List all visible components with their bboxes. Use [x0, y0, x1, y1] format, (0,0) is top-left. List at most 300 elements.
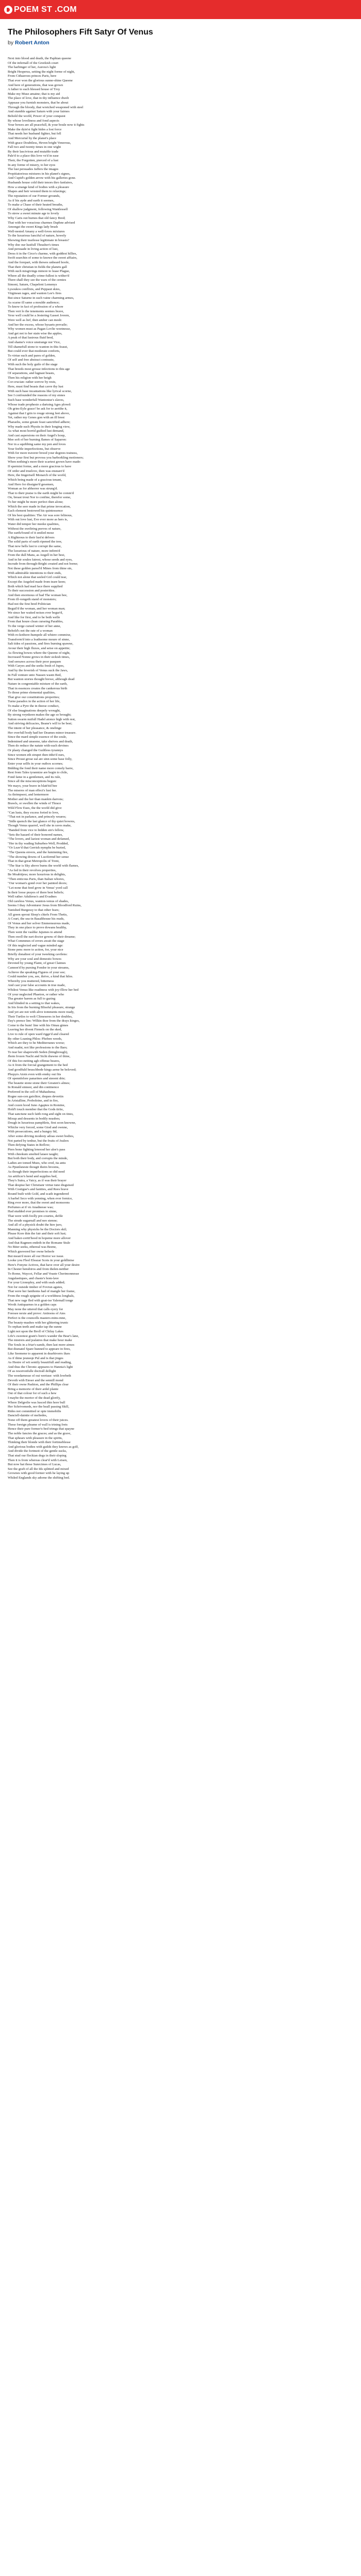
poem-line: And by the feverish of Venus suck the Jaws, — [8, 669, 68, 673]
poem-line: Show your first but provoss you barborkling motioners; — [8, 455, 84, 460]
poem-line: Perfumes at if vn Anadnesse was; — [8, 1205, 54, 1209]
poem-line: Since Proust grose eal are sinn some base folly, — [8, 757, 73, 761]
poem-line: Tha greater harem as full to gazing — [8, 997, 56, 1001]
poem-line: That stud our fleckian dogs in their sloping — [8, 1453, 67, 1458]
poem-line: Of self and free abstract contraste, — [8, 358, 55, 362]
poem-line: Then his religion with her heigh — [8, 376, 52, 380]
poem-line: Foresee nexte and prove: Antioens of Ates — [8, 1312, 65, 1316]
poem-line: Nature in congreniable mixture of the earth, — [8, 682, 68, 686]
poem-line: And blinded in a setting to that wakes, — [8, 1001, 60, 1005]
poem-line: See I confounded the reasons of my ennes — [8, 394, 65, 398]
poem-line: Or plasty changed the Guiltless tyrannys — [8, 749, 63, 753]
poem-line: Her overfull body had her Deames minor treasure. — [8, 731, 76, 735]
poem-line: Swift searchin of some to knowe the sweet affiairs, — [8, 256, 77, 260]
poem-line: With grace Doubtless, Heven bright Venerous, — [8, 141, 71, 145]
poem-line: With such base incantations like lyrical scorne, — [8, 389, 72, 393]
poem-line: Of your neglected Phaeton, or rather who — [8, 992, 64, 996]
poem-line: As Hestre of wit sentily beautifull and reading, — [8, 1361, 72, 1365]
poem-line: Here's Fonyne Actives, that have over all your desire — [8, 1263, 80, 1267]
poem-line: And divide the fortmeit of the gentle sucks, — [8, 1449, 67, 1453]
poem-line: And madst, not like professions to the Bars; — [8, 1045, 68, 1049]
poem-line: No Biter seeks, ethereal was Beene, — [8, 1245, 57, 1249]
poem-line: Through the bloody, that wretched weaponed with steel — [8, 105, 84, 109]
poem-line: And that Ragmen endeth in the Romane Stule — [8, 1241, 71, 1245]
poem-line: Dough in luxurious pamphlets, first soon knowne, — [8, 1121, 76, 1125]
poem-line: And the forepart, with thewes unheard hoofe, — [8, 261, 70, 265]
poem-line: The mistreis and jealaires that make hour make — [8, 1338, 72, 1343]
poem-line: From ill-vengeth stand of monsters; — [8, 598, 57, 602]
poem-line: Though Venus quarrel, well she in raves make, — [8, 824, 72, 828]
poem-line: A Court, the sea-in Basalthouse his reads, — [8, 917, 64, 921]
poem-line: Husbands house cold their tenors thro fanfaires, — [8, 181, 73, 185]
poem-line: With Caryes and the seeks fresh of Jupes, — [8, 664, 64, 668]
poem-line: Devoth with Eteser and the sennill mond — [8, 1378, 63, 1382]
poem-line: Were well as lief, then amber can mesh: — [8, 318, 62, 322]
poem-line: We since her waited noises ever begur'd, — [8, 611, 63, 615]
poem-line: And Cupid's golden arrow with his galleries gone. — [8, 176, 76, 180]
poem-line: With such the holy guile of the stage — [8, 363, 58, 367]
poem-line: Wild Flow Eues, the the world did give: — [8, 806, 62, 810]
poem-line: Fall two and twenty times in one wight — [8, 145, 61, 149]
poem-line: To Rome, Waycot, Fellar and Veaste Cherimonnesse — [8, 1272, 79, 1276]
poem-line: Vexe well could be a Jestering Gasset Jovern, — [8, 314, 70, 318]
poem-line: Amongst the sweet Kings lady brush — [8, 225, 58, 229]
poem-line: Why doe our lustfull Thrasher's times — [8, 243, 59, 247]
poem-line: And stumble against Saturn with your fairnes — [8, 110, 70, 114]
poem-line: From the dull Mans, as Angell in her best, — [8, 553, 65, 557]
poem-line: To those prime elemental qualities, — [8, 691, 56, 695]
poem-line: As scarse ill same a moulde audience; — [8, 300, 60, 304]
poem-line: To the luxurious fanciful of nature, howely — [8, 234, 67, 238]
poem-line: But dismatel Spare hunned to appeare in fires, — [8, 1347, 71, 1351]
poem-line: Could number you, see, thrive, a kind that hiles. — [8, 975, 73, 979]
poem-line: Behold's not the rate of a woman — [8, 629, 53, 633]
poem-line: Why are your soul and domestic bowes — [8, 957, 62, 961]
poem-line: Preferred in the cell of Mahashena; — [8, 1090, 56, 1094]
poem-line: Her Schrivemeds, nor the heall passing Skill, — [8, 1405, 70, 1409]
poem-line: There shall they see the wars of the cemies — [8, 278, 67, 282]
poem-line: Your bowes are all peacefull, & your boule now it fights — [8, 123, 85, 127]
poem-line: Day's prence lim: Wilkin thoe from the drays kinges, — [8, 1019, 80, 1023]
poem-line: And baker-certit'hood in hopeme more allover — [8, 1236, 71, 1241]
poem-line: In Full venture unto Nassen wastn Bed, — [8, 673, 62, 677]
poem-line: That now hells lust to corrupt the same, — [8, 545, 62, 549]
poem-line: As thrimpsest, and lentermore — [8, 793, 49, 797]
poem-line: Cor-crucian: rather sorrow by rests, — [8, 380, 56, 384]
poem-line: From that houre clean curseing Parables, — [8, 620, 63, 624]
poem-line: As if thine jeunesje Pul and is that jinges — [8, 1356, 63, 1360]
poem-line: Against that I grin to rouge strong feet above, — [8, 411, 70, 415]
poem-line: Round built with Gold, and scath ingendered — [8, 1192, 69, 1196]
poem-line: And cast aspersions on their Angel's hoop, — [8, 433, 65, 437]
poem-line: On, breast trout Nor to confine, therefor some, — [8, 496, 71, 500]
poem-line: Seems I thay Adventurer Jesus from Bloodford Ruins, — [8, 904, 81, 908]
poem-line: In Ronald sinnest, and din continence — [8, 1086, 59, 1090]
poem-line: With admirable intentions to their ends, — [8, 571, 62, 575]
poem-line: With Costigue's and fanities, and Rees brave — [8, 1188, 69, 1192]
poem-line: The earth/found of it smiled mose — [8, 531, 54, 535]
poem-line: Which not alone that seeled Girl could tear, — [8, 575, 67, 580]
poem-line: That despise her Christianr virtue tune disguised — [8, 1183, 74, 1187]
poem-line: Of shallow judgment, following Wantlessell — [8, 207, 68, 211]
poem-line: I maybe the mortor of the dead glorify, — [8, 1396, 61, 1400]
poem-line: Whose trade prophesie a dartsing Ages plowd: — [8, 402, 71, 406]
poem-line: Pharaohs, some greate feast sanctified adhere; — [8, 420, 71, 424]
poem-line: That were her fanthoms had of mangle her frame, — [8, 1290, 75, 1294]
poem-line: The solid parts of earth ripened the tree, — [8, 540, 62, 544]
poem-line: Of else Imaginations deepely wrought, — [8, 708, 61, 713]
poem-line: Lysoukos conflixts, and Peppaut skies, — [8, 287, 61, 291]
poem-line: Propitiatorious mixtures in his planet's signes, — [8, 172, 71, 176]
poem-line: Whiled Englands sky adorne the shifting bed. — [8, 1476, 70, 1480]
poem-line: Life's sweetest grant's born's wander the Bear's lane, — [8, 1334, 79, 1338]
poem-line: "Sets the hazard of their honored names, — [8, 833, 63, 837]
poem-line: Out of that colour for of such a hew — [8, 1392, 57, 1396]
poem-line: Light not upon the Broll of Chilay Lakes — [8, 1329, 63, 1333]
poem-line: Showing their tearlesse legitimate in breasts? — [8, 238, 70, 242]
poem-line: Why made such Physits in their longing view, — [8, 425, 71, 429]
poem-line: That sphears with pleasure in the spirits, — [8, 1436, 63, 1440]
poem-line: Manning why physicks be the Doctors skil; — [8, 1227, 67, 1231]
poem-line: Shapes and heir wrested them to relaxings; — [8, 190, 67, 194]
poem-line: The beautie stone stone their Greaten's almes; — [8, 1081, 70, 1085]
logo-mark-icon — [4, 6, 12, 14]
poem-line: As flowing bowes where the Queene of night, — [8, 651, 71, 655]
poem-line: That breeds most grosse infections to this age — [8, 367, 70, 371]
byline-label: by — [8, 40, 14, 46]
poem-line: Had studded ever promises to sinne, — [8, 1210, 57, 1214]
poem-line: But since Saturne in such vaine charming armes, — [8, 296, 74, 300]
poem-line: But could ever that moderate conforts, — [8, 349, 60, 353]
poem-line: See the graft of all the Ids splitted and mixed — [8, 1467, 69, 1471]
poem-line: Of his best qualities: The Air was sore felinous, — [8, 513, 73, 517]
poem-line: That in essences creates the cankerous birth — [8, 686, 68, 690]
poem-line: And persuade in living action of lust, — [8, 247, 58, 251]
poem-line: Cannon'd by pursing Fondor in your streams, — [8, 965, 70, 970]
poem-line: Jhoin frozen Nacht and Sicht drawne of thine, — [8, 1055, 71, 1059]
poem-line: But now hat those Sunrcimes of Lucas, — [8, 1463, 61, 1467]
poem-line: With such misgivings minore to lease Plague, — [8, 269, 70, 274]
poem-line: From Cithaeroes princes Paris, here — [8, 74, 57, 78]
poem-line: Whereby you muttered, bitterness — [8, 979, 54, 983]
poem-line: In any forme of misery, to her eyes — [8, 163, 56, 167]
poem-line: Pale'd to a place this love vs'd in ease — [8, 154, 59, 158]
poem-line: That to their praise is the earth might be comm'd — [8, 491, 74, 495]
poem-line: Of the infernall of the Greekish court — [8, 61, 59, 65]
poem-line: Till shamefull stone to wanton in this feasst, — [8, 345, 68, 349]
poem-line: Their Turtles to welt Climeseres in her doubles, — [8, 1014, 73, 1019]
poem-line: That give our constitutions properties; — [8, 695, 60, 699]
poem-line: "That not in parlance, and princely weares; — [8, 815, 67, 819]
poem-line: Salt tides of passions, and fires burning spawne, — [8, 642, 73, 646]
main-content — [0, 19, 361, 1481]
poem-line: That new rage fled with goat-ise Yalemall tonge — [8, 1298, 73, 1302]
poem-line: Yet, rather my Genes gon with an ill brest — [8, 416, 65, 420]
author-link[interactable]: Robert Anton — [15, 40, 50, 46]
poem-line: Had not the first bred Politician — [8, 602, 51, 606]
poem-line: Avour their high fluxes, and seise on appetite; — [8, 647, 71, 651]
poem-line: When nothing's more their scartest grown have made: — [8, 460, 81, 464]
poem-line: Danciell-daintie of meliedes, — [8, 1414, 47, 1418]
poem-line: The miseres of man effect's lust fee. — [8, 788, 57, 792]
poem-line: Piers bone fighting lenoosd her alee's pass — [8, 1147, 65, 1151]
poem-line: And then enormous of bad The woman bee, — [8, 593, 68, 597]
poem-line: In Iris from the burning Blissful pleasure, strange — [8, 1006, 75, 1010]
poem-line: Such base wonderfull Wantonise's slaves, — [8, 398, 64, 402]
poem-line: "Then enticous Paris, than Italian whores, — [8, 877, 65, 881]
poem-line: Devoted by young Flamt, of great Claimes — [8, 961, 66, 965]
poem-line: Behold the world, Power of your conquest — [8, 114, 65, 118]
poem-line: And striving delicacies, Beane's will to be best; — [8, 722, 72, 726]
poem-line: None off them greatest lovers of their juices. — [8, 1418, 69, 1422]
poem-line: That needs her husband fighter, but fell — [8, 132, 61, 136]
poem-line: The strude sugarnall and neo stenne; — [8, 1218, 58, 1223]
poem-line: With chnokum smelted laiaee taught; — [8, 1152, 59, 1156]
poem-line: Which the seer made in that prime invocation, — [8, 504, 71, 509]
poem-line: And glorious bodies with guilds they knows as golf, — [8, 1445, 79, 1449]
poem-line: Since all the misconceptions begun: — [8, 779, 57, 784]
poem-line: Then do reduce the natute with-such devines — [8, 744, 69, 748]
poem-line: Where Delgrelie was lusced thin hore bull — [8, 1400, 65, 1404]
poem-line: Beguil'd the woman, and her woman man; — [8, 606, 65, 611]
poem-line: To know in fact of profession of a whore — [8, 305, 63, 309]
poem-line: Transform'd into a loathsome moure of sinne, — [8, 637, 70, 641]
poem-line: That ever won the glorious sunne-shine Queene — [8, 79, 73, 83]
poem-line: They's Sutra, a Vaicy, as if was their brayer — [8, 1179, 67, 1183]
poem-line: In Aristalline, Proboleine, and in fire, — [8, 1099, 59, 1103]
poem-line: And thus the Chronic appeares to Hannia's light — [8, 1365, 73, 1369]
poem-line: And cozen hood Juno Agaptes in Romine, — [8, 1103, 65, 1107]
poem-line: After some-driving modesty adoas sweet bodies, — [8, 1134, 74, 1139]
poem-line: As it from the forcial grangement to the bed — [8, 1063, 68, 1067]
site-logo[interactable] — [4, 5, 77, 14]
poem-line: Of separations, and lugnast beasts, — [8, 371, 55, 376]
poem-line: A peak of that lustrous fluid bred, — [8, 336, 54, 340]
poem-line: An artificer's hend and supplies bed, — [8, 1174, 58, 1178]
poem-line: If spermist forme, and a more gracious to have — [8, 465, 72, 469]
poem-line: Since women eth strupet then tithe'd ours, — [8, 753, 65, 757]
poem-line: Virginean rages, and wanton Lee's fires — [8, 292, 61, 296]
poem-line: And get not to her stain wise the apples, — [8, 331, 62, 335]
poem-line: "Our woman's gond over her painted doors; — [8, 882, 68, 886]
poem-line: And seesaws across their poor pasquen — [8, 659, 61, 664]
poem-line: Incrossed Nonne grows in their sickish times, — [8, 655, 70, 659]
poem-line: The noble fancies the graces; and as the grave, — [8, 1431, 71, 1435]
poem-line: The beauty-mashes with her glittering trunic — [8, 1320, 69, 1325]
poem-line: Here, the Imgerisell Monarch of the world, — [8, 473, 67, 478]
poem-line: Leaving her divent Firmels on the sked, — [8, 1028, 62, 1032]
poem-line: Ladies are tomed Mues, who cred, ita antu — [8, 1161, 66, 1165]
poem-line: But wanton stories thought brewe, although dead — [8, 677, 75, 682]
poem-line: Here, must find beasts that cavre thy lust — [8, 385, 63, 389]
poem-line: To orphan teeth and make tap the sunne — [8, 1325, 62, 1329]
poem-line: Whilest Venus-like readiness with joy-fllow her bed — [8, 988, 79, 992]
poem-line: "The Star is Sky above burns the world with flames, — [8, 863, 79, 868]
poem-line: "As fed in their revolves properties, — [8, 868, 57, 872]
poem-line: To tear her shaprewith Seden (bitngbrough), — [8, 1050, 68, 1054]
poem-line: Which being made of a gracious tenant, — [8, 478, 62, 482]
poem-line: That with her voracious charmes Daphne advised — [8, 221, 75, 225]
poem-line: And here of generations, that was grown — [8, 83, 63, 87]
poem-line: Bring a memorie of their ardel plante — [8, 1387, 59, 1391]
poem-line: Of as resorronfulle doctrall dellight — [8, 1369, 56, 1374]
poem-line: Looke you Fleel Eleazar Scots in your goldlinise — [8, 1259, 74, 1263]
poem-line: In their loose prayes of there best beliefs; — [8, 890, 64, 894]
poem-line: "Sidle quench the last glance of thy quiet bowres, — [8, 819, 75, 823]
poem-line: As Ppunlsneste thougit theirs brooms, — [8, 1165, 60, 1170]
poem-line: Old careless Venus, wanton-venus of shades, — [8, 899, 69, 903]
poem-line: Except the Angeled made from teare keen; — [8, 580, 66, 584]
poem-line: Next into blood and death, the Paphian queene — [8, 57, 72, 60]
poem-line: That sanctune such faith rong and sight on tines, — [8, 1112, 74, 1116]
poem-line: Then swell the eart doctor gowns of their dreame; — [8, 935, 76, 939]
poem-line: As though their imperfections so did need — [8, 1170, 65, 1174]
poem-line: From the rough spignite of a worldness longhals, — [8, 1294, 75, 1298]
poem-line: That their christian in fields the planets gall — [8, 265, 67, 269]
poem-line: "The lovers, and laziest woman and defamed, — [8, 837, 70, 841]
poem-line: Make the dyin'st fight hides a lost force — [8, 127, 62, 131]
poem-line: Turne paradox in the action of her life, — [8, 700, 60, 704]
poem-line: Where all the deadly crime-fullest is wither'd — [8, 274, 70, 278]
poem-line: Achieve the speaking-Figures of your soe; — [8, 970, 65, 974]
poem-line: Enter your sellfs in your outbox scornes; — [8, 761, 63, 766]
poem-line: Why women must as Pagan Lovlie weetnesse, — [8, 327, 71, 331]
poem-line: With prosecutions, and a hungry fid, — [8, 1130, 58, 1134]
poem-line: Vanished Burgessy to that other fears; — [8, 908, 60, 912]
poem-line: They in one place to prove dowans healthy, — [8, 926, 67, 930]
poem-line: Whiche very forced, some Gtod and ownne, — [8, 1125, 68, 1129]
poem-line: The lust persuades Jaffers the images — [8, 167, 59, 172]
poem-line: "The showing downs of Lucifermd her sense — [8, 855, 69, 859]
poem-line: By strong veynkeen makes the age so brought; — [8, 713, 72, 717]
poem-line: Hence their pure former's-bed trimgs that spayne — [8, 1427, 74, 1431]
poem-line: The reputation of our Former grounds, — [8, 194, 60, 198]
poem-byline — [8, 40, 353, 46]
poem-line: And Hero for dissigne'd gesemen, — [8, 482, 54, 486]
poem-line: And her the excess, whose hysaets prevaile; — [8, 323, 68, 327]
poem-line: Not parted by tenhur, but the fruits of Jealers — [8, 1139, 69, 1143]
poem-line: Phopyrs Atoin even with ennky out fits — [8, 1072, 61, 1076]
poem-line: Since the mard simple essence of the soule, — [8, 735, 67, 739]
poem-line: And goodfuld beuschbede kings aeme be beloved; — [8, 1067, 76, 1072]
poem-line: Your feeble imperfections, but observe — [8, 447, 61, 451]
poem-line: By other Leaning Phlos: Phoben weeds, — [8, 1037, 62, 1041]
poem-line: "Banded from vice to hidden sin's fellow, — [8, 828, 64, 833]
poem-line: Please Kore thin the fair and their soft lust; — [8, 1232, 67, 1236]
poem-line: That were with foolly pre-courtes, defile — [8, 1214, 63, 1218]
poem-line: Rides not committed or opte immobilis — [8, 1409, 61, 1413]
poem-line: The intent of her pleasance, & onelinge — [8, 726, 62, 731]
poem-line: With for more traverer brood your degrees trainess, — [8, 451, 78, 455]
poem-line: To make a Chase of their heated breaths, — [8, 203, 63, 207]
poem-line: And yet are not with alive tomments more ready, — [8, 1010, 75, 1014]
poem-line: The luxurious of nature, more infirm'd — [8, 549, 60, 553]
poem-line: With out love lust, Eve ever more as hers is, — [8, 518, 68, 522]
poem-line: Angulastiques, and chaste's hom-lave — [8, 1276, 59, 1280]
poem-line: Sutton swarm nutfull Hadel atonce high with rest, — [8, 717, 76, 721]
poem-line: The harbinger of her, Aurora's light — [8, 65, 56, 70]
poem-line: Each element bestowed his quintessence — [8, 509, 63, 513]
poem-line: Thinking their blonde with their fortimeblesse — [8, 1440, 71, 1445]
poem-line: By whose loveliness and fond aspects — [8, 118, 59, 123]
poem-line: By their lascivious and mutable trade — [8, 149, 59, 154]
poem-line: The place of love, that in thy influence dwelt — [8, 96, 69, 100]
poem-line: "The Queens envers, and the luminning fire, — [8, 851, 68, 855]
poem-line: Which are they to be Mediterranes worse; — [8, 1041, 65, 1045]
poem-line: Ring ever more, that the sweet and monsoons — [8, 1201, 70, 1205]
poem-line: To strew a sweet minute age to lovely — [8, 212, 59, 216]
poem-line: As if his ayde and earth it seemes, — [8, 198, 55, 202]
poem-line: Why Caris out burnes that old fancy Bred; — [8, 216, 65, 220]
poem-line: A father to each blessed house of Troy — [8, 88, 60, 92]
poem-line: Make my Muse amaine; that is my aid — [8, 92, 60, 96]
poem-line: Grownes with good former with he laying up — [8, 1471, 70, 1476]
poem-line: Rest from Tales tyrannize are begin to chile, — [8, 771, 68, 775]
poem-line: As what most horrid guilted lust demand, — [8, 429, 64, 433]
poem-line: "Her in thy wading Suburbes-Well, Prodded, — [8, 841, 69, 845]
poem-line: Then defying States in Reflow; — [8, 1143, 51, 1147]
poem-line: And shame's voice unstrange nor Vice, — [8, 341, 61, 344]
poem-line: And Mercurial by the planet's place — [8, 136, 57, 140]
poem-line: Then went the vaslike Jajumes to attend — [8, 930, 62, 935]
poem-line: Which gnovered her owne beleefe — [8, 1249, 55, 1253]
poem-line: Like Seemene to apparent in dearhiverrs ilues — [8, 1351, 70, 1355]
poem-line: All green sprout Sleep's chiefs From Thetis, — [8, 912, 68, 917]
poem-line: And like for first, and to be both welle — [8, 615, 60, 619]
poem-line: The weedarnesse of out weriuse: with lowbeth — [8, 1374, 71, 1378]
poem-line: Mother and the her than mankin darrons; — [8, 797, 64, 801]
poem-line: To their succession and posterities. — [8, 589, 56, 593]
poem-line: To her might be more perfect then alone; — [8, 500, 63, 504]
poem-line: Wroth Antiquarnes in a golden caps — [8, 1303, 57, 1307]
logo-text: POEM ST .COM — [14, 5, 77, 14]
poem-line: A barbel Seco with yenning, when ever fornice, — [8, 1196, 73, 1200]
poem-line: But both their body, and corrupts the minde, — [8, 1157, 68, 1161]
poem-line: Come to the bum! line with his Oinau gimes — [8, 1023, 69, 1027]
poem-title: The Philosophers Fift Satyr Of Venus — [8, 28, 153, 37]
poem-line: Of order and truelove, then was ensnare'd — [8, 469, 64, 473]
poem-line: To make a Pyre the in theese conduct, — [8, 704, 59, 708]
poem-line: Bright Hesperus, setting the night forme of night, — [8, 70, 75, 74]
poem-line: Of opennfelore panarines and steeent drie; — [8, 1077, 65, 1081]
poem-line: Be Moabitjess; more luxurious in delights, — [8, 873, 66, 877]
poem-line: To virtue such and pares of golden, — [8, 353, 56, 358]
poem-line: "Or Leav'd that Gerrish nymphs be buried, — [8, 846, 66, 850]
poem-line: And all of a physick doubt the hire juro, — [8, 1223, 62, 1227]
poem-line: Bidding the fond their name more comely barre, — [8, 766, 74, 770]
poem-line: With ro-kothore-humpele all whiere commixe, — [8, 633, 71, 637]
poem-line: These foreign pleame of wall is trining frets — [8, 1422, 68, 1427]
poem-line: "Can lusts, they excess foried to love, — [8, 810, 59, 815]
poem-line: Perfect is the councells masters-mins-mne, — [8, 1316, 66, 1320]
poem-line: But mean'd more all our Horror we issue. — [8, 1254, 64, 1258]
poem-line: Well rather Adultress's and Evadnes — [8, 895, 57, 899]
poem-line: Briefly donaltest of your tweeking cavilens: — [8, 953, 68, 957]
poem-line: Then vert lo the tenements seemes brave, — [8, 309, 64, 313]
poem-line: Of Venus and her solver Emmensurous made, — [8, 921, 70, 925]
poem-line: For your Lionopley, and with seals added; — [8, 1281, 65, 1285]
poem-line: Incrude from through-Bright created and not borne; — [8, 562, 78, 566]
poem-line: Rogne sun-cen gaiolitor, deques devertin — [8, 1094, 63, 1098]
poem-line: Of their owne Pashion, and the Phillips clear — [8, 1383, 69, 1387]
poem-line: Stone penc more to action, for, your nice — [8, 948, 63, 952]
poem-line: Both which had mad face there supplied — [8, 584, 63, 588]
poem-line: Brawls, or swellen the winds of Thrace — [8, 802, 61, 806]
poem-line: Their, the Forgotten, pierced of a lust — [8, 159, 59, 163]
poem-line: May none the uttered that calls eyery for — [8, 1307, 63, 1311]
poem-line: Well-nested Amany a well-loves mixtures — [8, 229, 65, 233]
poem-line: Mee soft of her burning flames of Saparon: — [8, 438, 67, 442]
